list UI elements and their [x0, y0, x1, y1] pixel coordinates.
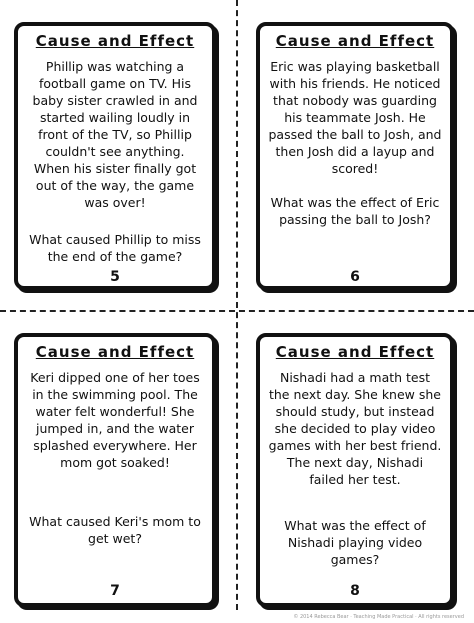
vertical-cut-line	[236, 0, 238, 610]
task-card-7	[14, 333, 216, 607]
card-passage: Eric was playing basketball with his friends. He noticed that nobody was guarding his teammate Josh. He passed the ball to Josh, and then Josh did a layup and scored!	[268, 59, 442, 176]
card-passage: Keri dipped one of her toes in the swimming pool. The water felt wonderful! She jumped in, and the water splashed everywhere. Her mom got soaked!	[30, 370, 200, 470]
card-title: Cause and Effect	[275, 343, 435, 361]
card-title: Cause and Effect	[35, 32, 195, 50]
card-question: What was the effect of Eric passing the ball to Josh?	[270, 195, 440, 227]
card-title: Cause and Effect	[35, 343, 195, 361]
card-title: Cause and Effect	[275, 32, 435, 50]
card-passage: Phillip was watching a football game on TV. His baby sister crawled in and started wailing loudly in front of the TV, so Phillip couldn't see anything. When his sister finally got out of the way, the game was over!	[32, 59, 198, 210]
card-number: 5	[110, 269, 120, 285]
card-question: What caused Phillip to miss the end of the game?	[29, 232, 201, 264]
card-question: What was the effect of Nishadi playing video games?	[284, 518, 426, 567]
copyright-notice: © 2014 Rebecca Bear · Teaching Made Practical · All rights reserved	[293, 614, 464, 620]
task-card-6	[256, 22, 454, 290]
task-card-5	[14, 22, 216, 290]
card-number: 8	[350, 583, 360, 599]
card-question: What caused Keri's mom to get wet?	[29, 514, 201, 546]
card-number: 7	[110, 583, 120, 599]
card-passage: Nishadi had a math test the next day. She knew she should study, but instead she decided to play video games with her best friend. The next day, Nishadi failed her test.	[268, 370, 442, 487]
horizontal-cut-line	[0, 310, 474, 312]
task-card-8	[256, 333, 454, 607]
card-number: 6	[350, 269, 360, 285]
